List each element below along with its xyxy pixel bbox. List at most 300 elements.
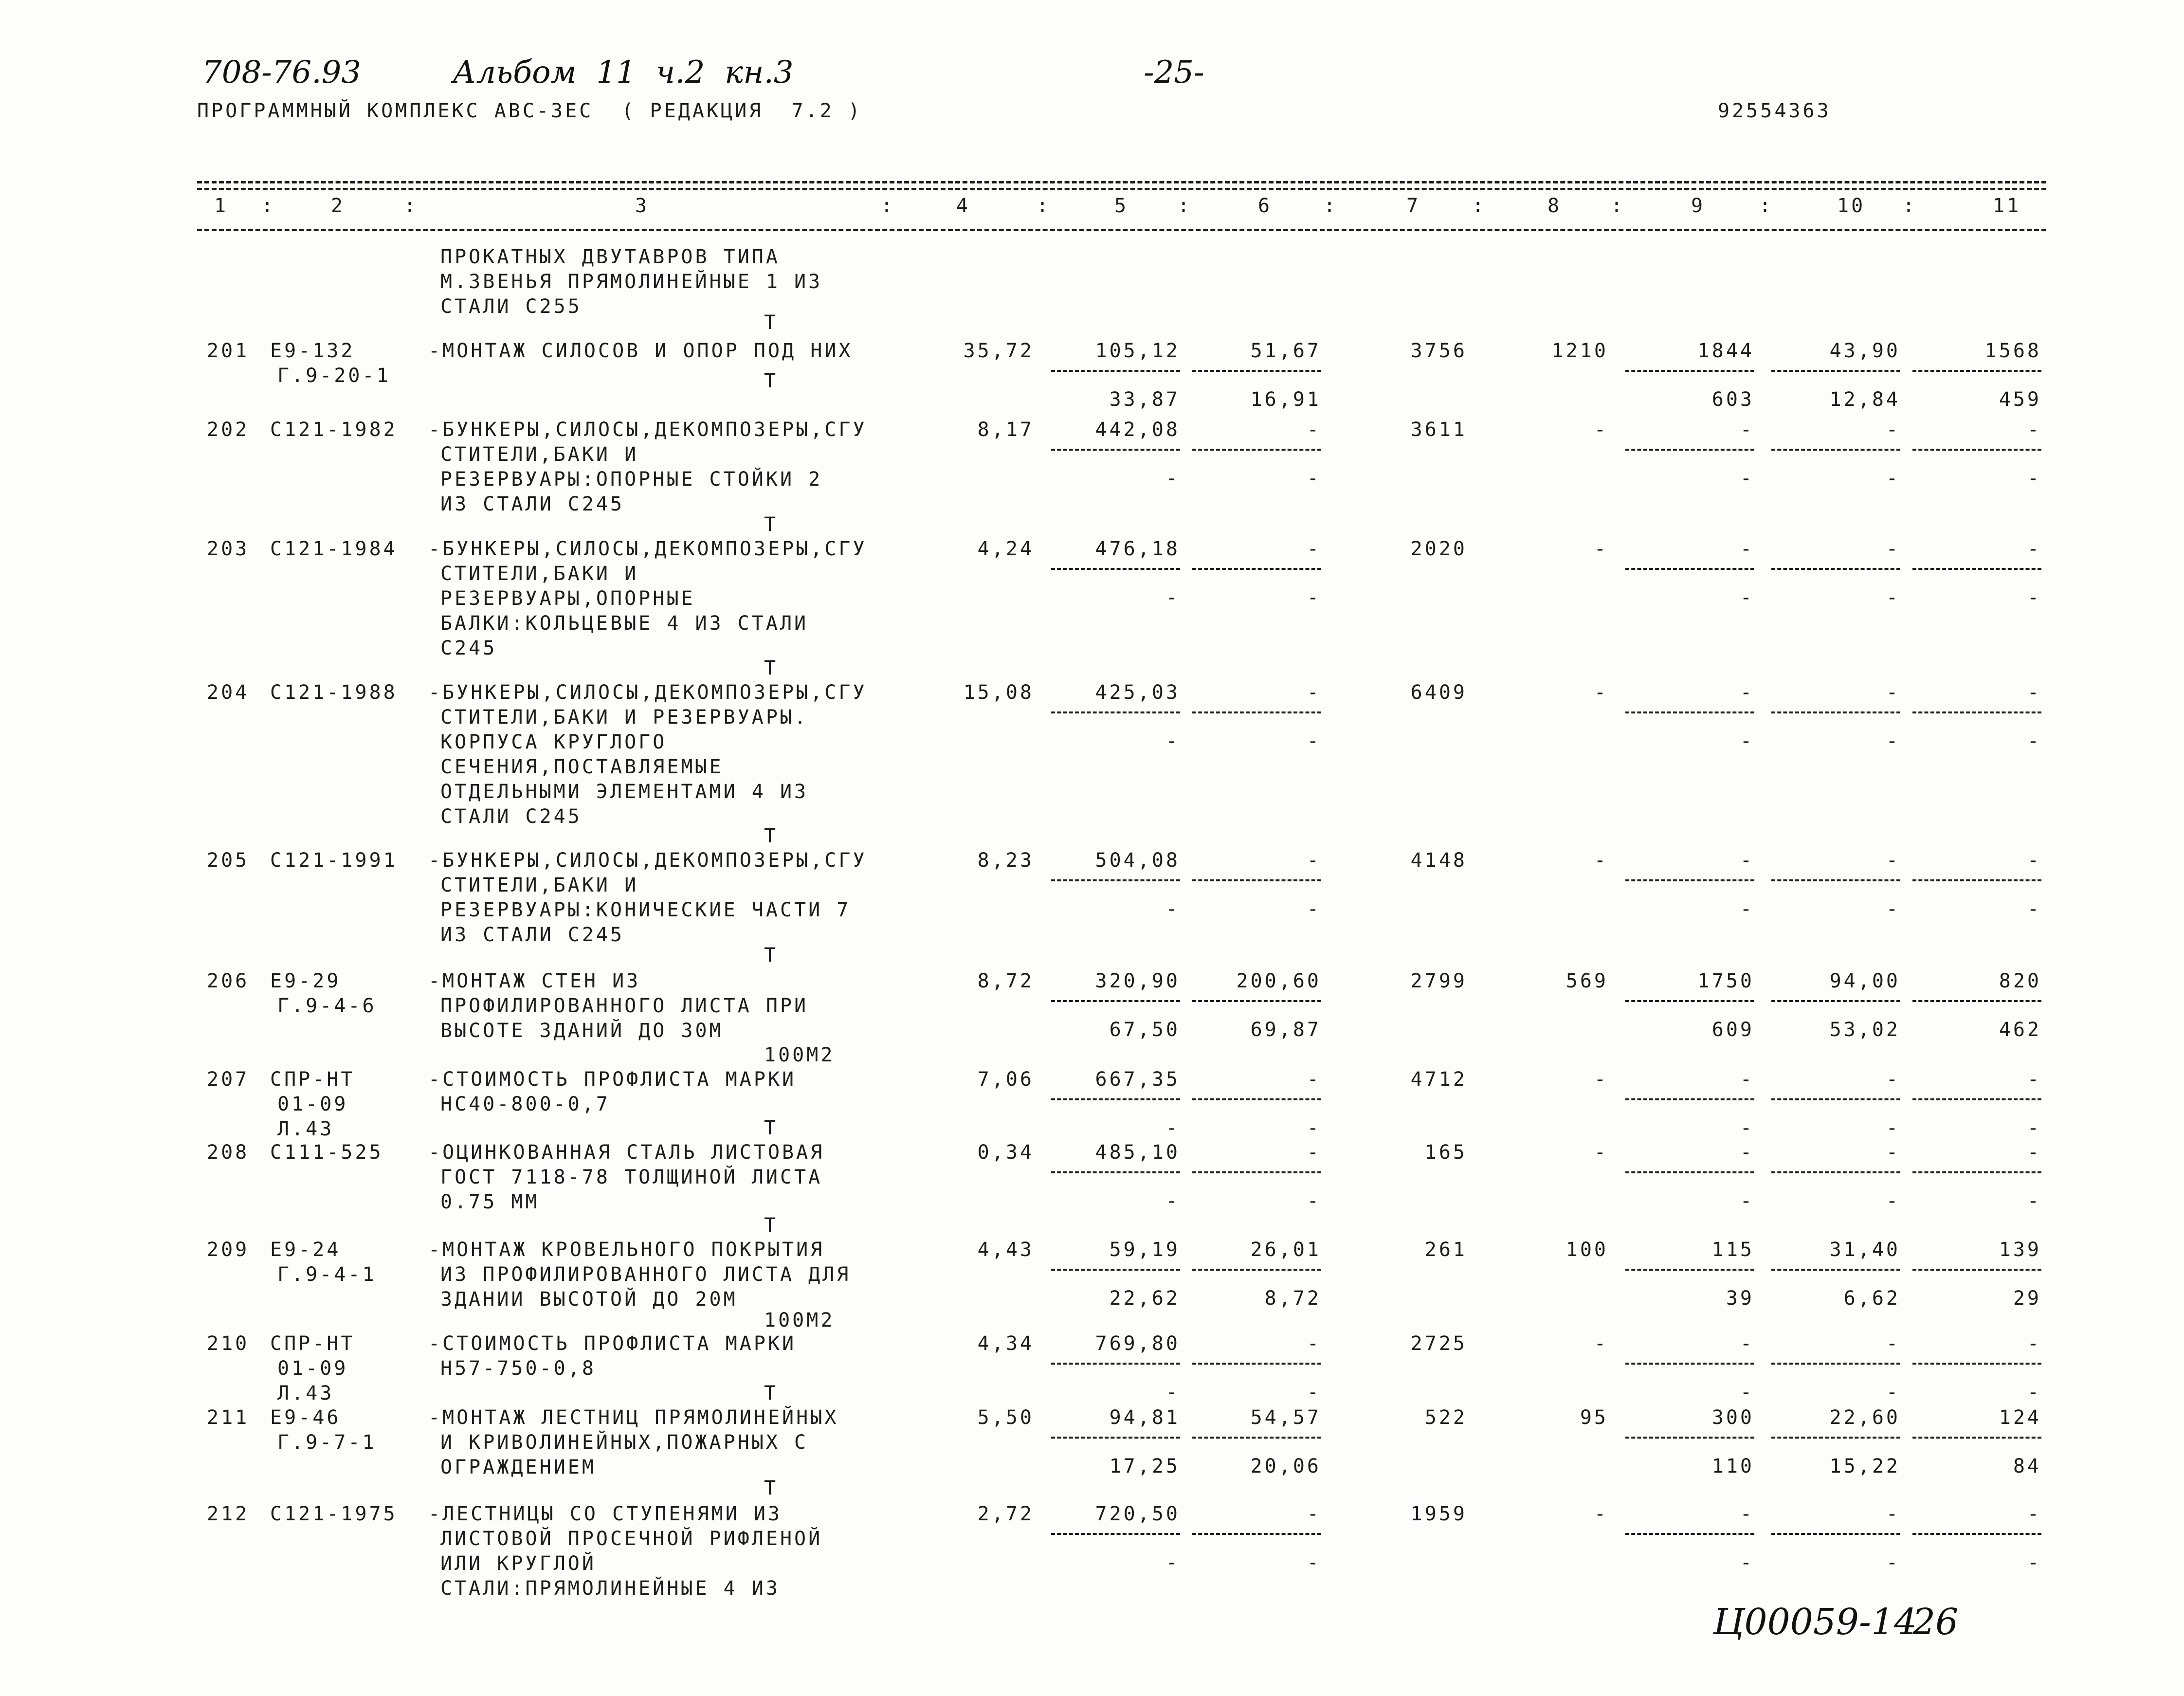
row-number: 206 bbox=[207, 970, 250, 992]
column-header-8: 8 bbox=[1547, 195, 1562, 217]
fraction-rule bbox=[1192, 568, 1321, 570]
description-line: М.ЗВЕНЬЯ ПРЯМОЛИНЕЙНЫЕ 1 ИЗ bbox=[440, 271, 823, 293]
fraction-rule bbox=[1192, 1533, 1321, 1535]
fraction-rule bbox=[1051, 1098, 1180, 1100]
description-line: СТАЛИ:ПРЯМОЛИНЕЙНЫЕ 4 ИЗ bbox=[440, 1577, 780, 1600]
row-number: 202 bbox=[207, 419, 250, 441]
fraction-rule bbox=[1771, 1000, 1900, 1002]
cell-c9: - bbox=[1740, 1332, 1754, 1355]
cell-c9: - bbox=[1740, 1068, 1754, 1091]
norm-code: Г.9-20-1 bbox=[277, 365, 391, 387]
cell-c10b-lower: 6,62 bbox=[1843, 1287, 1900, 1310]
description-line: -БУНКЕРЫ,СИЛОСЫ,ДЕКОМПОЗЕРЫ,СГУ bbox=[428, 538, 867, 560]
fraction-rule bbox=[1912, 1171, 2041, 1173]
cell-c9: - bbox=[1740, 1503, 1754, 1525]
cell-c10: - bbox=[1886, 1141, 1900, 1164]
unit-label: Т bbox=[764, 825, 779, 847]
cell-c6b-lower: - bbox=[1307, 898, 1321, 920]
cell-c6b-lower: 16,91 bbox=[1250, 388, 1321, 411]
fraction-rule bbox=[1625, 1533, 1754, 1535]
fraction-rule bbox=[1051, 1437, 1180, 1439]
row-number: 210 bbox=[207, 1332, 250, 1355]
unit-label: Т bbox=[764, 1382, 779, 1404]
description-line: Н57-750-0,8 bbox=[440, 1357, 596, 1380]
cell-c10: - bbox=[1886, 849, 1900, 872]
fraction-rule bbox=[1771, 1533, 1900, 1535]
unit-label: Т bbox=[764, 1214, 779, 1237]
cell-c9b-lower: 603 bbox=[1711, 388, 1754, 411]
cell-c6: 51,67 bbox=[1250, 340, 1321, 362]
cell-c10b-lower: - bbox=[1886, 1381, 1900, 1404]
cell-c8: - bbox=[1594, 538, 1608, 560]
fraction-rule bbox=[1051, 711, 1180, 713]
cell-c11: 139 bbox=[1999, 1239, 2041, 1261]
fraction-rule bbox=[1625, 711, 1754, 713]
cell-c8: - bbox=[1594, 419, 1608, 441]
cell-c10: - bbox=[1886, 1503, 1900, 1525]
fraction-rule bbox=[1192, 449, 1321, 451]
cell-c4: 4,24 bbox=[977, 538, 1034, 560]
norm-code: Л.43 bbox=[277, 1382, 334, 1404]
row-number: 203 bbox=[207, 538, 250, 560]
album-label: Альбом 11 ч.2 кн.3 bbox=[453, 55, 794, 91]
norm-code: С121-1984 bbox=[270, 538, 398, 560]
cell-c9b-lower: 609 bbox=[1711, 1019, 1754, 1041]
cell-c10b-lower: 15,22 bbox=[1829, 1455, 1900, 1477]
cell-c7: 2020 bbox=[1410, 538, 1467, 560]
cell-c5: 94,81 bbox=[1109, 1406, 1180, 1429]
column-separator: : bbox=[881, 195, 895, 217]
description-line: -МОНТАЖ СТЕН ИЗ bbox=[428, 970, 641, 992]
cell-c7: 2799 bbox=[1410, 970, 1467, 992]
fraction-rule bbox=[1625, 1363, 1754, 1365]
cell-c5: 720,50 bbox=[1095, 1503, 1180, 1525]
norm-code: Л.43 bbox=[277, 1118, 334, 1140]
cell-c4: 5,50 bbox=[977, 1406, 1034, 1429]
fraction-rule bbox=[1912, 568, 2041, 570]
cell-c11: 124 bbox=[1999, 1406, 2041, 1429]
fraction-rule bbox=[1625, 1269, 1754, 1271]
cell-c5: 425,03 bbox=[1095, 681, 1180, 704]
description-line: НС40-800-0,7 bbox=[440, 1093, 610, 1115]
header-rule-top-2 bbox=[197, 188, 2046, 190]
description-line: И КРИВОЛИНЕЙНЫХ,ПОЖАРНЫХ С bbox=[440, 1431, 809, 1454]
cell-c4: 15,08 bbox=[963, 681, 1034, 704]
cell-c4: 4,43 bbox=[977, 1239, 1034, 1261]
cell-c10b-lower: - bbox=[1886, 898, 1900, 920]
column-header-9: 9 bbox=[1691, 195, 1706, 217]
cell-c5b-lower: - bbox=[1165, 467, 1180, 490]
cell-c8: - bbox=[1594, 849, 1608, 872]
fraction-rule bbox=[1912, 1269, 2041, 1271]
fraction-rule bbox=[1912, 1098, 2041, 1100]
description-line: СТИТЕЛИ,БАКИ И bbox=[440, 443, 639, 466]
norm-code: СПР-НТ bbox=[270, 1068, 355, 1091]
fraction-rule bbox=[1912, 1363, 2041, 1365]
column-separator: : bbox=[1178, 195, 1192, 217]
fraction-rule bbox=[1912, 711, 2041, 713]
cell-c5: 667,35 bbox=[1095, 1068, 1180, 1091]
cell-c5b-lower: 33,87 bbox=[1109, 388, 1180, 411]
description-line: ПРОКАТНЫХ ДВУТАВРОВ ТИПА bbox=[440, 246, 780, 268]
cell-c9: - bbox=[1740, 419, 1754, 441]
cell-c11: - bbox=[2027, 1141, 2041, 1164]
fraction-rule bbox=[1771, 370, 1900, 372]
cell-c7: 522 bbox=[1424, 1406, 1467, 1429]
description-line: ОГРАЖДЕНИЕМ bbox=[440, 1456, 596, 1478]
description-line: ЛИСТОВОЙ ПРОСЕЧНОЙ РИФЛЕНОЙ bbox=[440, 1528, 823, 1550]
cell-c8: - bbox=[1594, 681, 1608, 704]
cell-c6b-lower: - bbox=[1307, 467, 1321, 490]
cell-c5b-lower: - bbox=[1165, 1190, 1180, 1212]
description-line: ПРОФИЛИРОВАННОГО ЛИСТА ПРИ bbox=[440, 995, 809, 1017]
cell-c8: 95 bbox=[1580, 1406, 1608, 1429]
description-line: -СТОИМОСТЬ ПРОФЛИСТА МАРКИ bbox=[428, 1332, 797, 1355]
fraction-rule bbox=[1912, 449, 2041, 451]
cell-c7: 3756 bbox=[1410, 340, 1467, 362]
cell-c5: 320,90 bbox=[1095, 970, 1180, 992]
cell-c11: - bbox=[2027, 538, 2041, 560]
cell-c5b-lower: - bbox=[1165, 1381, 1180, 1404]
description-line: -БУНКЕРЫ,СИЛОСЫ,ДЕКОМПОЗЕРЫ,СГУ bbox=[428, 419, 867, 441]
norm-code: С121-1991 bbox=[270, 849, 398, 872]
cell-c7: 4712 bbox=[1410, 1068, 1467, 1091]
cell-c6: - bbox=[1307, 1068, 1321, 1091]
column-separator: : bbox=[1611, 195, 1625, 217]
cell-c7: 1959 bbox=[1410, 1503, 1467, 1525]
cell-c10: - bbox=[1886, 419, 1900, 441]
fraction-rule bbox=[1625, 879, 1754, 881]
cell-c6: - bbox=[1307, 849, 1321, 872]
column-header-2: 2 bbox=[331, 195, 346, 217]
fraction-rule bbox=[1625, 1437, 1754, 1439]
cell-c9b-lower: - bbox=[1740, 467, 1754, 490]
cell-c6b-lower: - bbox=[1307, 730, 1321, 752]
norm-code: Е9-46 bbox=[270, 1406, 341, 1429]
description-line: -БУНКЕРЫ,СИЛОСЫ,ДЕКОМПОЗЕРЫ,СГУ bbox=[428, 849, 867, 872]
cell-c5b-lower: - bbox=[1165, 1117, 1180, 1139]
cell-c11: - bbox=[2027, 1503, 2041, 1525]
norm-code: Г.9-7-1 bbox=[277, 1431, 377, 1454]
cell-c10: - bbox=[1886, 681, 1900, 704]
description-line: СТАЛИ С255 bbox=[440, 295, 582, 318]
cell-c11b-lower: - bbox=[2027, 467, 2041, 490]
fraction-rule bbox=[1051, 879, 1180, 881]
page-number: -25- bbox=[1144, 55, 1204, 91]
cell-c8: - bbox=[1594, 1141, 1608, 1164]
cell-c9b-lower: - bbox=[1740, 586, 1754, 609]
norm-code: СПР-НТ bbox=[270, 1332, 355, 1355]
description-line: -СТОИМОСТЬ ПРОФЛИСТА МАРКИ bbox=[428, 1068, 797, 1091]
cell-c4: 35,72 bbox=[963, 340, 1034, 362]
cell-c10: - bbox=[1886, 1332, 1900, 1355]
cell-c11b-lower: 459 bbox=[1999, 388, 2041, 411]
cell-c6b-lower: 69,87 bbox=[1250, 1019, 1321, 1041]
header-rule-top bbox=[197, 181, 2046, 183]
cell-c10b-lower: - bbox=[1886, 1551, 1900, 1574]
fraction-rule bbox=[1771, 879, 1900, 881]
cell-c5b-lower: - bbox=[1165, 1551, 1180, 1574]
column-header-11: 11 bbox=[1993, 195, 2021, 217]
description-line: СТАЛИ С245 bbox=[440, 805, 582, 828]
column-separator: : bbox=[1903, 195, 1917, 217]
cell-c6b-lower: 20,06 bbox=[1250, 1455, 1321, 1477]
norm-code: Г.9-4-1 bbox=[277, 1263, 377, 1286]
description-line: СЕЧЕНИЯ,ПОСТАВЛЯЕМЫЕ bbox=[440, 756, 724, 778]
description-line: ИЗ СТАЛИ С245 bbox=[440, 924, 625, 946]
cell-c9: - bbox=[1740, 1141, 1754, 1164]
cell-c11b-lower: 462 bbox=[1999, 1019, 2041, 1041]
cell-c11: - bbox=[2027, 849, 2041, 872]
fraction-rule bbox=[1192, 1000, 1321, 1002]
row-number: 201 bbox=[207, 340, 250, 362]
cell-c11b-lower: - bbox=[2027, 898, 2041, 920]
cell-c6: 200,60 bbox=[1236, 970, 1321, 992]
fraction-rule bbox=[1771, 711, 1900, 713]
cell-c11b-lower: - bbox=[2027, 1381, 2041, 1404]
cell-c11: 1568 bbox=[1984, 340, 2041, 362]
cell-c5: 769,80 bbox=[1095, 1332, 1180, 1355]
description-line: ЗДАНИИ ВЫСОТОЙ ДО 20М bbox=[440, 1288, 738, 1311]
cell-c10b-lower: 53,02 bbox=[1829, 1019, 1900, 1041]
cell-c9b-lower: 39 bbox=[1726, 1287, 1754, 1310]
cell-c10b-lower: - bbox=[1886, 467, 1900, 490]
fraction-rule bbox=[1771, 568, 1900, 570]
document-number: 92554363 bbox=[1718, 100, 1831, 122]
fraction-rule bbox=[1051, 1269, 1180, 1271]
cell-c5b-lower: 67,50 bbox=[1109, 1019, 1180, 1041]
cell-c6: - bbox=[1307, 538, 1321, 560]
norm-code: С121-1982 bbox=[270, 419, 398, 441]
norm-code: Е9-29 bbox=[270, 970, 341, 992]
row-number: 205 bbox=[207, 849, 250, 872]
fraction-rule bbox=[1771, 1363, 1900, 1365]
cell-c11b-lower: 29 bbox=[2013, 1287, 2041, 1310]
cell-c5: 59,19 bbox=[1109, 1239, 1180, 1261]
fraction-rule bbox=[1192, 1171, 1321, 1173]
cell-c10: - bbox=[1886, 538, 1900, 560]
cell-c11: - bbox=[2027, 1068, 2041, 1091]
cell-c11b-lower: - bbox=[2027, 1117, 2041, 1139]
column-separator: : bbox=[261, 195, 276, 217]
fraction-rule bbox=[1051, 370, 1180, 372]
fraction-rule bbox=[1912, 1533, 2041, 1535]
cell-c4: 8,23 bbox=[977, 849, 1034, 872]
description-line: РЕЗЕРВУАРЫ,ОПОРНЫЕ bbox=[440, 587, 695, 610]
cell-c8: - bbox=[1594, 1332, 1608, 1355]
column-header-10: 10 bbox=[1837, 195, 1866, 217]
description-line: ИЛИ КРУГЛОЙ bbox=[440, 1552, 596, 1575]
fraction-rule bbox=[1192, 1098, 1321, 1100]
cell-c10b-lower: - bbox=[1886, 730, 1900, 752]
cell-c10: - bbox=[1886, 1068, 1900, 1091]
row-number: 204 bbox=[207, 681, 250, 704]
cell-c8: 569 bbox=[1565, 970, 1608, 992]
cell-c6: 54,57 bbox=[1250, 1406, 1321, 1429]
cell-c4: 4,34 bbox=[977, 1332, 1034, 1355]
description-line: -МОНТАЖ ЛЕСТНИЦ ПРЯМОЛИНЕЙНЫХ bbox=[428, 1406, 839, 1429]
fraction-rule bbox=[1625, 449, 1754, 451]
cell-c6: - bbox=[1307, 419, 1321, 441]
description-line: РЕЗЕРВУАРЫ:КОНИЧЕСКИЕ ЧАСТИ 7 bbox=[440, 899, 851, 921]
unit-label: Т bbox=[764, 370, 779, 392]
description-line: ОТДЕЛЬНЫМИ ЭЛЕМЕНТАМИ 4 ИЗ bbox=[440, 781, 809, 803]
unit-label: Т bbox=[764, 1477, 779, 1499]
description-line: -БУНКЕРЫ,СИЛОСЫ,ДЕКОМПОЗЕРЫ,СГУ bbox=[428, 681, 867, 704]
fraction-rule bbox=[1771, 1437, 1900, 1439]
cell-c4: 2,72 bbox=[977, 1503, 1034, 1525]
cell-c9b-lower: - bbox=[1740, 1117, 1754, 1139]
description-line: РЕЗЕРВУАРЫ:ОПОРНЫЕ СТОЙКИ 2 bbox=[440, 468, 823, 491]
column-separator: : bbox=[404, 195, 419, 217]
unit-label: Т bbox=[764, 657, 779, 679]
norm-code: С111-525 bbox=[270, 1141, 383, 1164]
cell-c8: 1210 bbox=[1551, 340, 1608, 362]
description-line: -МОНТАЖ КРОВЕЛЬНОГО ПОКРЫТИЯ bbox=[428, 1239, 825, 1261]
cell-c9b-lower: - bbox=[1740, 1190, 1754, 1212]
description-line: ГОСТ 7118-78 ТОЛЩИНОЙ ЛИСТА bbox=[440, 1166, 823, 1188]
cell-c10: 43,90 bbox=[1829, 340, 1900, 362]
norm-code: С121-1988 bbox=[270, 681, 398, 704]
cell-c9b-lower: - bbox=[1740, 1551, 1754, 1574]
cell-c7: 4148 bbox=[1410, 849, 1467, 872]
fraction-rule bbox=[1912, 1437, 2041, 1439]
row-number: 211 bbox=[207, 1406, 250, 1429]
unit-label: 100М2 bbox=[764, 1044, 835, 1066]
cell-c9b-lower: - bbox=[1740, 1381, 1754, 1404]
cell-c5: 442,08 bbox=[1095, 419, 1180, 441]
unit-label: Т bbox=[764, 513, 779, 536]
cell-c4: 0,34 bbox=[977, 1141, 1034, 1164]
fraction-rule bbox=[1051, 1363, 1180, 1365]
column-header-6: 6 bbox=[1258, 195, 1273, 217]
cell-c10: 22,60 bbox=[1829, 1406, 1900, 1429]
row-number: 207 bbox=[207, 1068, 250, 1091]
program-title: ПРОГРАММНЫЙ КОМПЛЕКС АВС-3ЕС ( РЕДАКЦИЯ 7.2 ) bbox=[197, 100, 862, 122]
row-number: 208 bbox=[207, 1141, 250, 1164]
description-line: КОРПУСА КРУГЛОГО bbox=[440, 731, 667, 753]
unit-label: 100М2 bbox=[764, 1309, 835, 1331]
column-header-3: 3 bbox=[635, 195, 650, 217]
cell-c8: 100 bbox=[1565, 1239, 1608, 1261]
cell-c6b-lower: - bbox=[1307, 1551, 1321, 1574]
fraction-rule bbox=[1912, 1000, 2041, 1002]
fraction-rule bbox=[1771, 449, 1900, 451]
cell-c5: 476,18 bbox=[1095, 538, 1180, 560]
norm-code: 01-09 bbox=[277, 1093, 348, 1115]
fraction-rule bbox=[1771, 1171, 1900, 1173]
column-header-5: 5 bbox=[1114, 195, 1129, 217]
cell-c6b-lower: 8,72 bbox=[1264, 1287, 1321, 1310]
description-line: -МОНТАЖ СИЛОСОВ И ОПОР ПОД НИХ bbox=[428, 340, 853, 362]
cell-c7: 3611 bbox=[1410, 419, 1467, 441]
cell-c6b-lower: - bbox=[1307, 586, 1321, 609]
fraction-rule bbox=[1912, 370, 2041, 372]
cell-c7: 165 bbox=[1424, 1141, 1467, 1164]
cell-c9: 1750 bbox=[1697, 970, 1754, 992]
description-line: СТИТЕЛИ,БАКИ И bbox=[440, 563, 639, 585]
column-separator: : bbox=[1324, 195, 1338, 217]
sheet-number: 26 bbox=[1912, 1601, 1959, 1643]
norm-code: Е9-132 bbox=[270, 340, 355, 362]
fraction-rule bbox=[1051, 1171, 1180, 1173]
cell-c9: - bbox=[1740, 681, 1754, 704]
cell-c9: - bbox=[1740, 538, 1754, 560]
norm-code: Г.9-4-6 bbox=[277, 995, 377, 1017]
column-header-7: 7 bbox=[1406, 195, 1421, 217]
cell-c11b-lower: - bbox=[2027, 586, 2041, 609]
cell-c5b-lower: 17,25 bbox=[1109, 1455, 1180, 1477]
cell-c5b-lower: - bbox=[1165, 898, 1180, 920]
description-line: С245 bbox=[440, 637, 497, 659]
column-separator: : bbox=[1037, 195, 1051, 217]
norm-code: Е9-24 bbox=[270, 1239, 341, 1261]
description-line: 0.75 ММ bbox=[440, 1191, 540, 1213]
cell-c9: 300 bbox=[1711, 1406, 1754, 1429]
norm-code: 01-09 bbox=[277, 1357, 348, 1380]
cell-c11b-lower: - bbox=[2027, 1190, 2041, 1212]
cell-c6: 26,01 bbox=[1250, 1239, 1321, 1261]
column-header-1: 1 bbox=[214, 195, 229, 217]
fraction-rule bbox=[1192, 1363, 1321, 1365]
cell-c6: - bbox=[1307, 681, 1321, 704]
fraction-rule bbox=[1625, 1098, 1754, 1100]
cell-c11: - bbox=[2027, 681, 2041, 704]
cell-c5b-lower: - bbox=[1165, 586, 1180, 609]
cell-c11b-lower: - bbox=[2027, 730, 2041, 752]
fraction-rule bbox=[1771, 1098, 1900, 1100]
cell-c5: 485,10 bbox=[1095, 1141, 1180, 1164]
cell-c9: - bbox=[1740, 849, 1754, 872]
cell-c11b-lower: 84 bbox=[2013, 1455, 2041, 1477]
fraction-rule bbox=[1625, 1171, 1754, 1173]
cell-c6: - bbox=[1307, 1503, 1321, 1525]
cell-c11: - bbox=[2027, 1332, 2041, 1355]
cell-c6: - bbox=[1307, 1332, 1321, 1355]
fraction-rule bbox=[1051, 1533, 1180, 1535]
cell-c10: 31,40 bbox=[1829, 1239, 1900, 1261]
cell-c11: 820 bbox=[1999, 970, 2041, 992]
fraction-rule bbox=[1051, 449, 1180, 451]
description-line: ВЫСОТЕ ЗДАНИЙ ДО 30М bbox=[440, 1020, 724, 1042]
fraction-rule bbox=[1771, 1269, 1900, 1271]
cell-c7: 2725 bbox=[1410, 1332, 1467, 1355]
fraction-rule bbox=[1625, 1000, 1754, 1002]
cell-c8: - bbox=[1594, 1503, 1608, 1525]
description-line: -ОЦИНКОВАННАЯ СТАЛЬ ЛИСТОВАЯ bbox=[428, 1141, 825, 1164]
cell-c9b-lower: - bbox=[1740, 898, 1754, 920]
description-line: ИЗ СТАЛИ С245 bbox=[440, 493, 625, 515]
cell-c11: - bbox=[2027, 419, 2041, 441]
cell-c7: 261 bbox=[1424, 1239, 1467, 1261]
unit-label: Т bbox=[764, 944, 779, 967]
description-line: СТИТЕЛИ,БАКИ И РЕЗЕРВУАРЫ. bbox=[440, 706, 809, 729]
unit-label: Т bbox=[764, 1117, 779, 1139]
document-code: 708-76.93 bbox=[202, 55, 361, 91]
cell-c11b-lower: - bbox=[2027, 1551, 2041, 1574]
cell-c4: 8,72 bbox=[977, 970, 1034, 992]
column-separator: : bbox=[1759, 195, 1774, 217]
column-header-4: 4 bbox=[956, 195, 971, 217]
cell-c8: - bbox=[1594, 1068, 1608, 1091]
cell-c5: 504,08 bbox=[1095, 849, 1180, 872]
fraction-rule bbox=[1625, 568, 1754, 570]
cell-c6b-lower: - bbox=[1307, 1117, 1321, 1139]
column-separator: : bbox=[1472, 195, 1487, 217]
cell-c4: 8,17 bbox=[977, 419, 1034, 441]
norm-code: С121-1975 bbox=[270, 1503, 398, 1525]
cell-c6b-lower: - bbox=[1307, 1190, 1321, 1212]
